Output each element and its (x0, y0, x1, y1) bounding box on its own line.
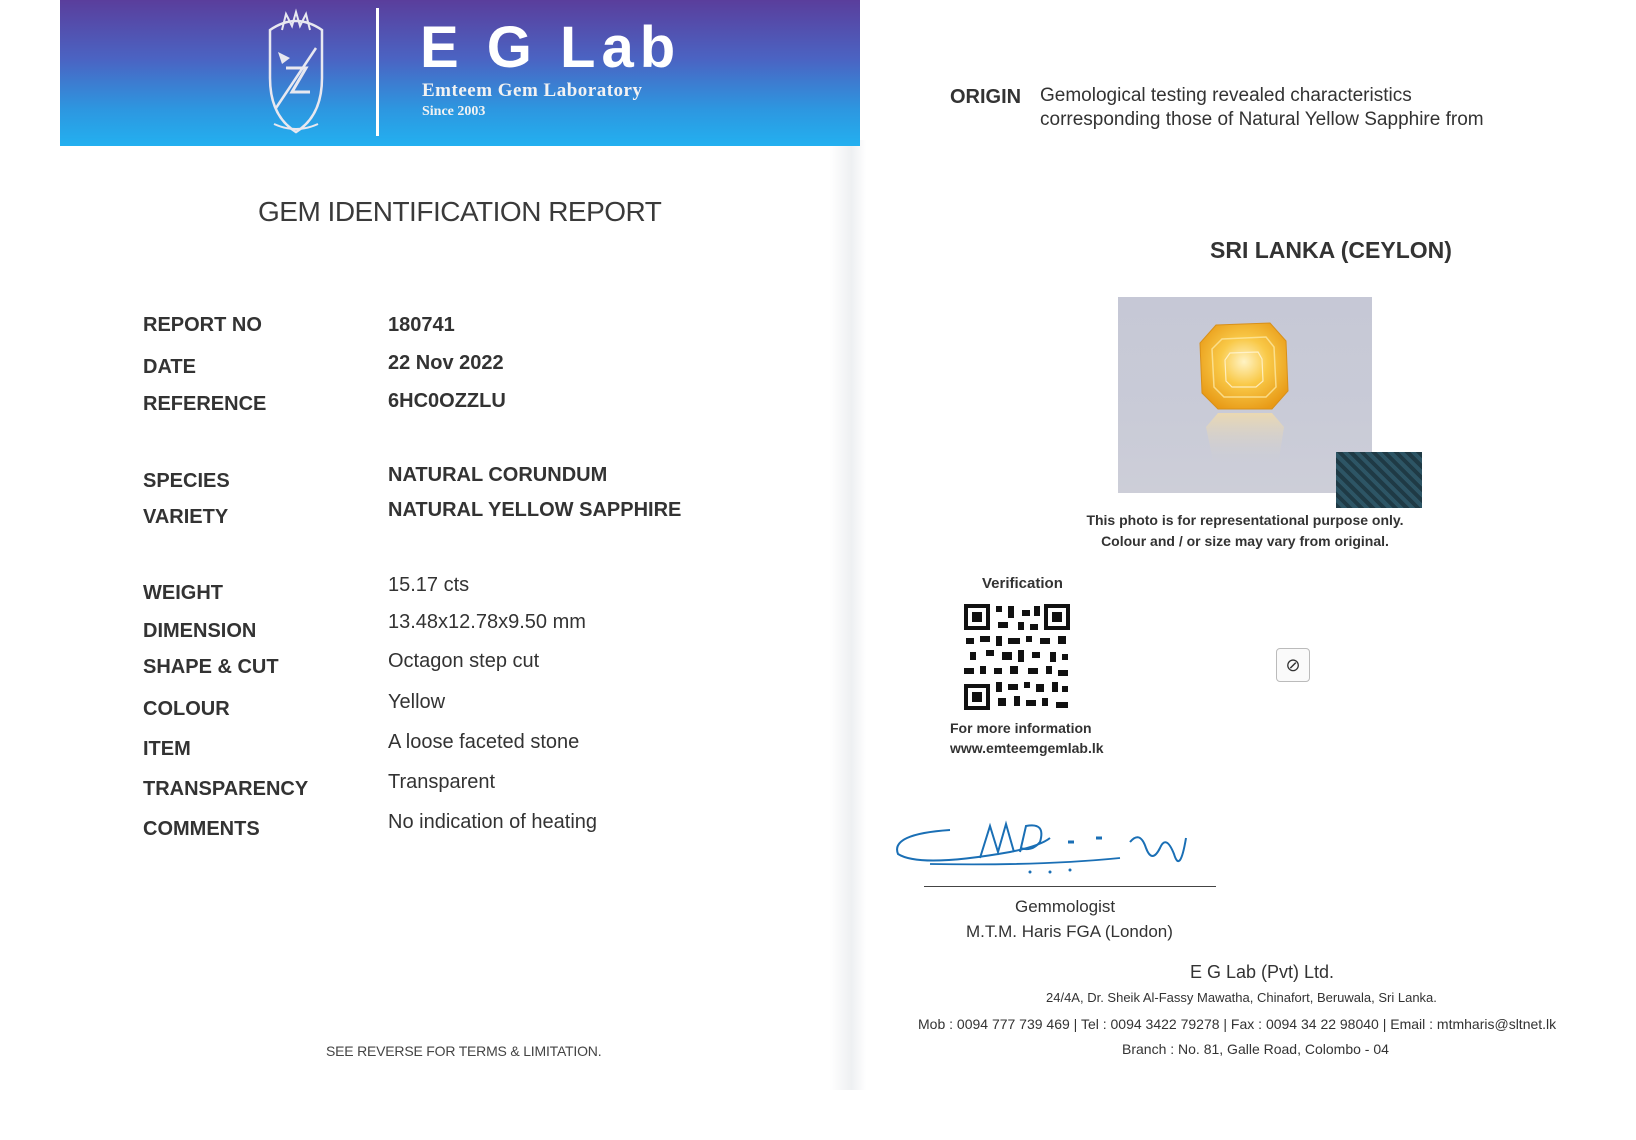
origin-text (1040, 84, 1560, 132)
label-item: ITEM (143, 738, 191, 760)
page-fold-shadow (830, 140, 866, 1090)
value-transparency: Transparent (388, 771, 496, 793)
signatory-name: M.T.M. Haris FGA (London) (966, 922, 1173, 941)
lab-address: 24/4A, Dr. Sheik Al-Fassy Mawatha, Chinafort, Beruwala, Sri Lanka. (1046, 990, 1437, 1005)
label-date: DATE (143, 356, 196, 378)
label-species: SPECIES (143, 470, 230, 492)
left-page (60, 0, 860, 1090)
photo-disclaimer (1080, 510, 1410, 552)
label-comments: COMMENTS (143, 818, 260, 840)
value-weight: 15.17 cts (388, 574, 470, 596)
signature-line (924, 886, 1216, 887)
verification-label: Verification (982, 575, 1063, 592)
lab-contact: Mob : 0094 777 739 469 | Tel : 0094 3422 79278 | Fax : 0094 34 22 98040 | Email : mtmharis@sltnet.lk (918, 1016, 1557, 1032)
signatory-role: Gemmologist (1015, 897, 1116, 916)
gem-photo (1118, 297, 1372, 493)
label-shape-cut: SHAPE & CUT (143, 656, 279, 678)
value-dimension: 13.48x12.78x9.50 mm (388, 611, 586, 633)
label-report-no: REPORT NO (143, 314, 262, 336)
label-colour: COLOUR (143, 698, 230, 720)
label-transparency: TRANSPARENCY (143, 778, 309, 800)
website-link[interactable]: www.emteemgemlab.lk (950, 740, 1104, 756)
more-info (950, 718, 1104, 758)
gemmologist-signature (890, 808, 1230, 888)
value-colour: Yellow (388, 691, 446, 713)
origin-country: SRI LANKA (CEYLON) (1210, 237, 1452, 263)
value-comments: No indication of heating (388, 811, 598, 833)
value-reference: 6HC0OZZLU (388, 390, 506, 412)
value-report-no: 180741 (388, 314, 455, 336)
security-hologram (1336, 452, 1422, 508)
yellow-sapphire-image (1118, 297, 1372, 493)
report-title: GEM IDENTIFICATION REPORT (258, 196, 662, 227)
value-shape-cut: Octagon step cut (388, 650, 540, 672)
value-variety: NATURAL YELLOW SAPPHIRE (388, 499, 682, 521)
banner-divider (376, 8, 379, 136)
verification-qr-icon[interactable] (962, 602, 1072, 712)
lab-name: E G Lab (Pvt) Ltd. (1190, 962, 1335, 982)
label-dimension: DIMENSION (143, 620, 257, 642)
origin-text-line1: Gemological testing revealed characteristics (1040, 85, 1412, 106)
photo-note-line1: This photo is for representational purpose only. (1086, 512, 1404, 528)
origin-label: ORIGIN (950, 86, 1022, 108)
header-banner (60, 0, 860, 146)
value-item: A loose faceted stone (388, 731, 580, 753)
more-info-label: For more information (950, 720, 1092, 736)
value-date: 22 Nov 2022 (388, 352, 504, 374)
lab-branch: Branch : No. 81, Galle Road, Colombo - 04 (1122, 1041, 1389, 1057)
brand-subtitle: Emteem Gem Laboratory (422, 80, 643, 101)
brand-since: Since 2003 (422, 104, 486, 119)
label-reference: REFERENCE (143, 393, 267, 415)
reverse-note: SEE REVERSE FOR TERMS & LIMITATION. (326, 1043, 602, 1059)
origin-text-line2: corresponding those of Natural Yellow Sapphire from (1040, 109, 1484, 130)
label-variety: VARIETY (143, 506, 229, 528)
photo-note-line2: Colour and / or size may vary from original. (1101, 533, 1389, 549)
brand-name: E G Lab (420, 15, 682, 80)
lab-crest-icon (252, 8, 340, 140)
label-weight: WEIGHT (143, 582, 223, 604)
value-species: NATURAL CORUNDUM (388, 464, 608, 486)
no-entry-icon[interactable]: ⊘ (1276, 648, 1310, 682)
